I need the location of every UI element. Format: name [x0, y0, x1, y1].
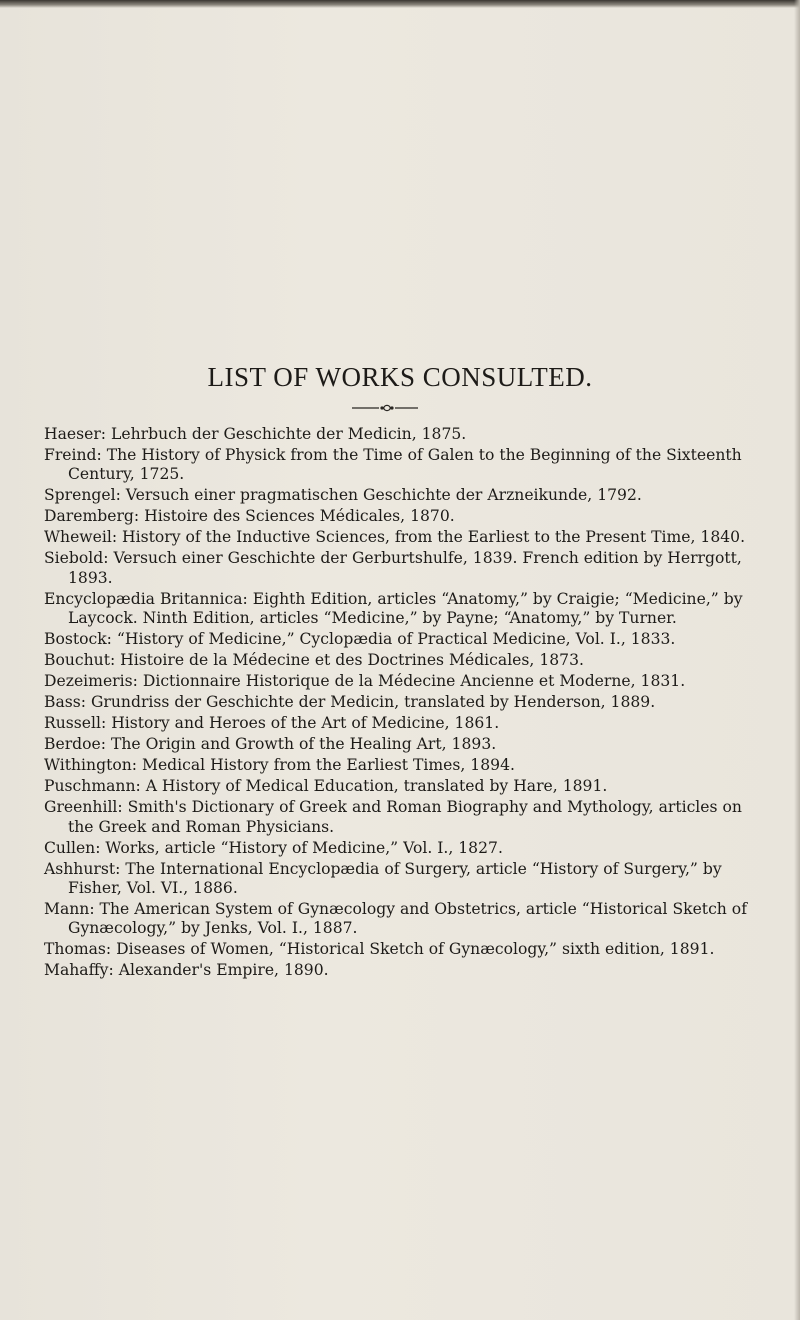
page-top-edge — [0, 0, 800, 8]
list-item: Thomas: Diseases of Women, “Historical Sketch of Gynæcology,” sixth edition, 1891. — [44, 940, 715, 959]
list-item: Freind: The History of Physick from the Time of Galen to the Beginning of the Sixteenth Century, 1725. — [44, 446, 742, 484]
page-right-edge — [794, 0, 800, 1320]
list-item: Dezeimeris: Dictionnaire Historique de la Médecine Ancienne et Moderne, 1831. — [44, 672, 686, 691]
list-item: Cullen: Works, article “History of Medicine,” Vol. I., 1827. — [44, 838, 503, 857]
list-item: Sprengel: Versuch einer pragmatischen Geschichte der Arzneikunde, 1792. — [44, 486, 642, 505]
list-item: Bass: Grundriss der Geschichte der Medicin, translated by Henderson, 1889. — [44, 693, 656, 712]
list-item: Puschmann: A History of Medical Education, translated by Hare, 1891. — [44, 777, 608, 796]
page-title: LIST OF WORKS CONSULTED. — [207, 362, 593, 392]
list-item: Berdoe: The Origin and Growth of the Healing Art, 1893. — [44, 735, 497, 754]
list-item: Ashhurst: The International Encyclopædia of Surgery, article “History of Surgery,” by Fisher, Vol. VI., 1886. — [44, 859, 722, 898]
divider-ornament — [352, 404, 418, 412]
list-item: Siebold: Versuch einer Geschichte der Gerburtshulfe, 1839. French edition by Herrgott, 1893. — [44, 549, 742, 587]
list-item: Mann: The American System of Gynæcology and Obstetrics, article “Historical Sketch of Gynæcology,” by Jenks, Vol. I., 1887. — [44, 900, 747, 938]
list-item: Haeser: Lehrbuch der Geschichte der Medicin, 1875. — [44, 425, 467, 443]
list-item: Bouchut: Histoire de la Médecine et des Doctrines Médicales, 1873. — [44, 651, 584, 670]
list-item: Mahaffy: Alexander's Empire, 1890. — [44, 961, 329, 980]
list-item: Withington: Medical History from the Earliest Times, 1894. — [44, 756, 515, 775]
list-item: Encyclopædia Britannica: Eighth Edition, articles “Anatomy,” by Craigie; “Medicine,” by Laycock. Ninth Edition, articles “Medicine,” by Payne; “Anatomy,” by Turner. — [44, 589, 743, 628]
list-item: Greenhill: Smith's Dictionary of Greek and Roman Biography and Mythology, articles on the Greek and Roman Physicians. — [44, 798, 742, 836]
list-item: Bostock: “History of Medicine,” Cyclopædia of Practical Medicine, Vol. I., 1833. — [44, 630, 676, 649]
list-item: Russell: History and Heroes of the Art of Medicine, 1861. — [44, 714, 500, 733]
list-item: Wheweil: History of the Inductive Sciences, from the Earliest to the Present Time, 1840. — [44, 528, 746, 547]
list-item: Daremberg: Histoire des Sciences Médicales, 1870. — [44, 507, 455, 526]
works-list — [44, 425, 764, 982]
